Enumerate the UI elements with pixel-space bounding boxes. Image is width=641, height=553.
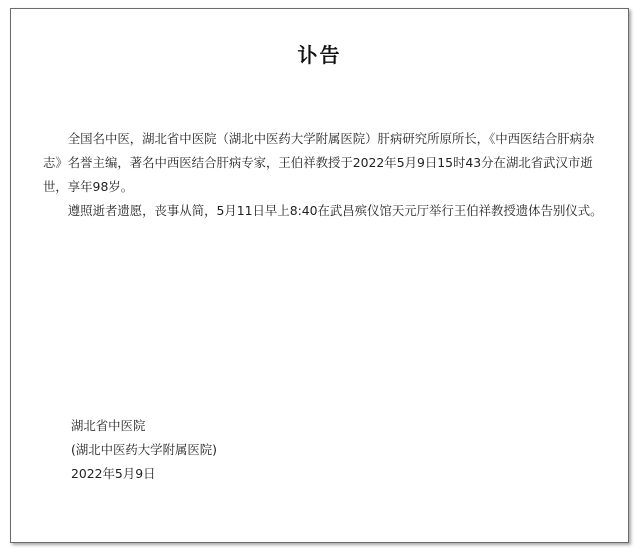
signature-organization: 湖北省中医院 [71,418,146,433]
notice-paragraph-announcement: 全国名中医，湖北省中医院（湖北中医药大学附属医院）肝病研究所原所长，《中西医结合肝病杂志》名誉主编，著名中西医结合肝病专家，王伯祥教授于2022年5月9日15时43分在湖北省武汉市逝世，享年98岁。 [43,131,595,194]
notice-title: 讣告 [297,43,342,67]
signature-block [71,414,217,486]
notice-paragraph-arrangements: 遵照逝者遗愿，丧事从简，5月11日早上8:40在武昌殡仪馆天元厅举行王伯祥教授遗体告别仪式。 [67,203,603,218]
obituary-notice-frame [10,8,629,543]
signature-affiliation: (湖北中医药大学附属医院) [71,442,217,457]
signature-date: 2022年5月9日 [71,466,156,481]
